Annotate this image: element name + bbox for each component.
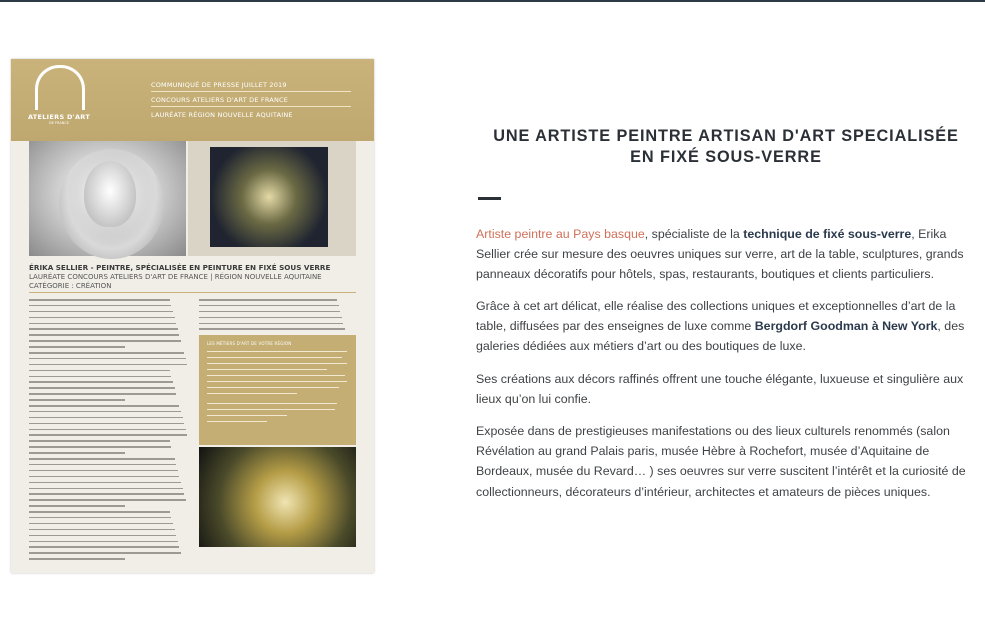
clipping-text-line	[29, 482, 181, 484]
heading-line: UNE ARTISTE PEINTRE ARTISAN D'ART SPECIALISÉE	[493, 127, 959, 145]
box-title: LES MÉTIERS D'ART DE VOTRE RÉGION	[207, 341, 292, 346]
paragraph-text: , spécialiste de la	[644, 227, 744, 241]
fixe-sous-verre-link[interactable]: technique de fixé sous-verre	[743, 227, 912, 241]
clipping-text-line	[29, 511, 170, 513]
clipping-text-line	[29, 558, 125, 560]
press-category: CATÉGORIE : CRÉATION	[29, 282, 112, 290]
press-header-line: COMMUNIQUÉ DE PRESSE JUILLET 2019	[151, 81, 287, 89]
clipping-text-line	[29, 417, 183, 419]
logo-name: ATELIERS D'ART	[27, 113, 91, 121]
clipping-text-line	[29, 358, 186, 360]
clipping-text-line	[29, 328, 178, 330]
clipping-text-line	[199, 328, 345, 330]
clipping-text-line	[29, 340, 181, 342]
clipping-text-line	[199, 311, 340, 313]
clipping-text-line	[29, 352, 184, 354]
clipping-text-line	[199, 299, 337, 301]
clipping-text-line	[29, 334, 179, 336]
clipping-text-line	[29, 499, 186, 501]
clipping-text-line	[29, 458, 175, 460]
press-subtitle: LAURÉATE CONCOURS ATELIERS D'ART DE FRANCE | RÉGION NOUVELLE AQUITAINE	[29, 273, 322, 281]
clipping-text-line	[29, 376, 171, 378]
header-rule	[151, 91, 351, 92]
press-header-line: LAURÉATE RÉGION NOUVELLE AQUITAINE	[151, 111, 293, 119]
clipping-text-line	[29, 470, 178, 472]
clipping-text-line	[29, 541, 178, 543]
press-header-line: CONCOURS ATELIERS D'ART DE FRANCE	[151, 96, 289, 104]
clipping-text-line	[29, 452, 125, 454]
bergdorf-goodman-highlight: Bergdorf Goodman à New York	[754, 319, 938, 334]
clipping-text-line	[29, 535, 176, 537]
clipping-text-line	[29, 476, 179, 478]
article-paragraph	[476, 224, 966, 285]
press-header-band	[11, 59, 374, 141]
heading-line: EN FIXÉ SOUS-VERRE	[630, 148, 822, 166]
clipping-text-line	[29, 517, 171, 519]
article-paragraph	[476, 296, 966, 357]
ateliers-dart-logo-icon	[35, 65, 85, 110]
clipping-text-line	[29, 405, 179, 407]
clipping-text-line	[29, 546, 179, 548]
clipping-text-line	[29, 440, 170, 442]
clipping-text-line	[29, 434, 187, 436]
clipping-text-line	[29, 305, 171, 307]
clipping-text-line	[29, 381, 173, 383]
press-release-image	[11, 59, 374, 573]
clipping-text-line	[29, 505, 125, 507]
clipping-text-line	[29, 446, 171, 448]
article-paragraph: Ses créations aux décors raffinés offrent une touche élégante, luxueuse et singulière aux lieux qu’on lui confie.	[476, 372, 964, 407]
clipping-text-line	[29, 464, 176, 466]
clipping-text-line	[29, 299, 170, 301]
press-body-column	[199, 299, 356, 333]
paragraph-text: , des galeries dédiées aux métiers d’art ou des boutiques de luxe.	[476, 319, 965, 354]
clipping-text-line	[29, 429, 186, 431]
clipping-text-line	[29, 493, 184, 495]
clipping-text-line	[29, 317, 175, 319]
clipping-text-line	[29, 393, 176, 395]
press-title: ÉRIKA SELLIER - PEINTRE, SPÉCIALISÉE EN PEINTURE EN FIXÉ SOUS VERRE	[29, 263, 331, 272]
elephant-artwork-photo	[188, 141, 356, 256]
clipping-text-line	[199, 323, 343, 325]
logo-subtitle: DE FRANCE	[49, 121, 69, 125]
article-paragraph: Exposée dans de prestigieuses manifestations ou des lieux culturels renommés (salon Révélation au grand Palais paris, musée Hèbre à Rochefort, musée d’Aquitaine de Bordeaux, musée du Revard… ) ses oeuvres sur verre suscitent l’intérêt et la curiosité de collectionneurs, décorateurs d’intérieur, architectes et amateurs de pièces uniques.	[476, 424, 966, 499]
top-border	[0, 0, 985, 2]
heading-divider	[478, 197, 501, 200]
clipping-text-line	[29, 411, 181, 413]
clipping-text-line	[29, 423, 184, 425]
clipping-text-line	[29, 323, 176, 325]
clipping-text-line	[29, 346, 125, 348]
regional-info-box	[199, 335, 356, 445]
paragraph-text: , Erika Sellier crée sur mesure des oeuvres uniques sur verre, art de la table, sculptures, grands panneaux décoratifs pour hôtels, spas, restaurants, boutiques et clients particuliers.	[476, 227, 964, 282]
press-rule	[29, 292, 356, 293]
clipping-text-line	[29, 387, 175, 389]
clipping-text-line	[29, 488, 183, 490]
elephant-artwork-photo-2	[199, 447, 356, 547]
clipping-text-line	[29, 529, 175, 531]
header-rule	[151, 106, 351, 107]
artist-pays-basque-link[interactable]: Artiste peintre au Pays basque	[476, 227, 645, 241]
article-heading	[478, 126, 974, 168]
clipping-text-line	[29, 399, 125, 401]
clipping-text-line	[199, 305, 339, 307]
press-body-column	[29, 299, 189, 565]
clipping-text-line	[29, 311, 173, 313]
paragraph-text: Grâce à cet art délicat, elle réalise des collections uniques et exceptionnelles d’art de la table, diffusées par des enseignes de luxe comme	[476, 299, 956, 334]
clipping-text-line	[29, 370, 170, 372]
clipping-text-line	[199, 317, 342, 319]
clipping-text-line	[29, 552, 181, 554]
clipping-text-line	[29, 364, 187, 366]
clipping-text-line	[29, 523, 173, 525]
artist-portrait-photo	[29, 141, 186, 256]
